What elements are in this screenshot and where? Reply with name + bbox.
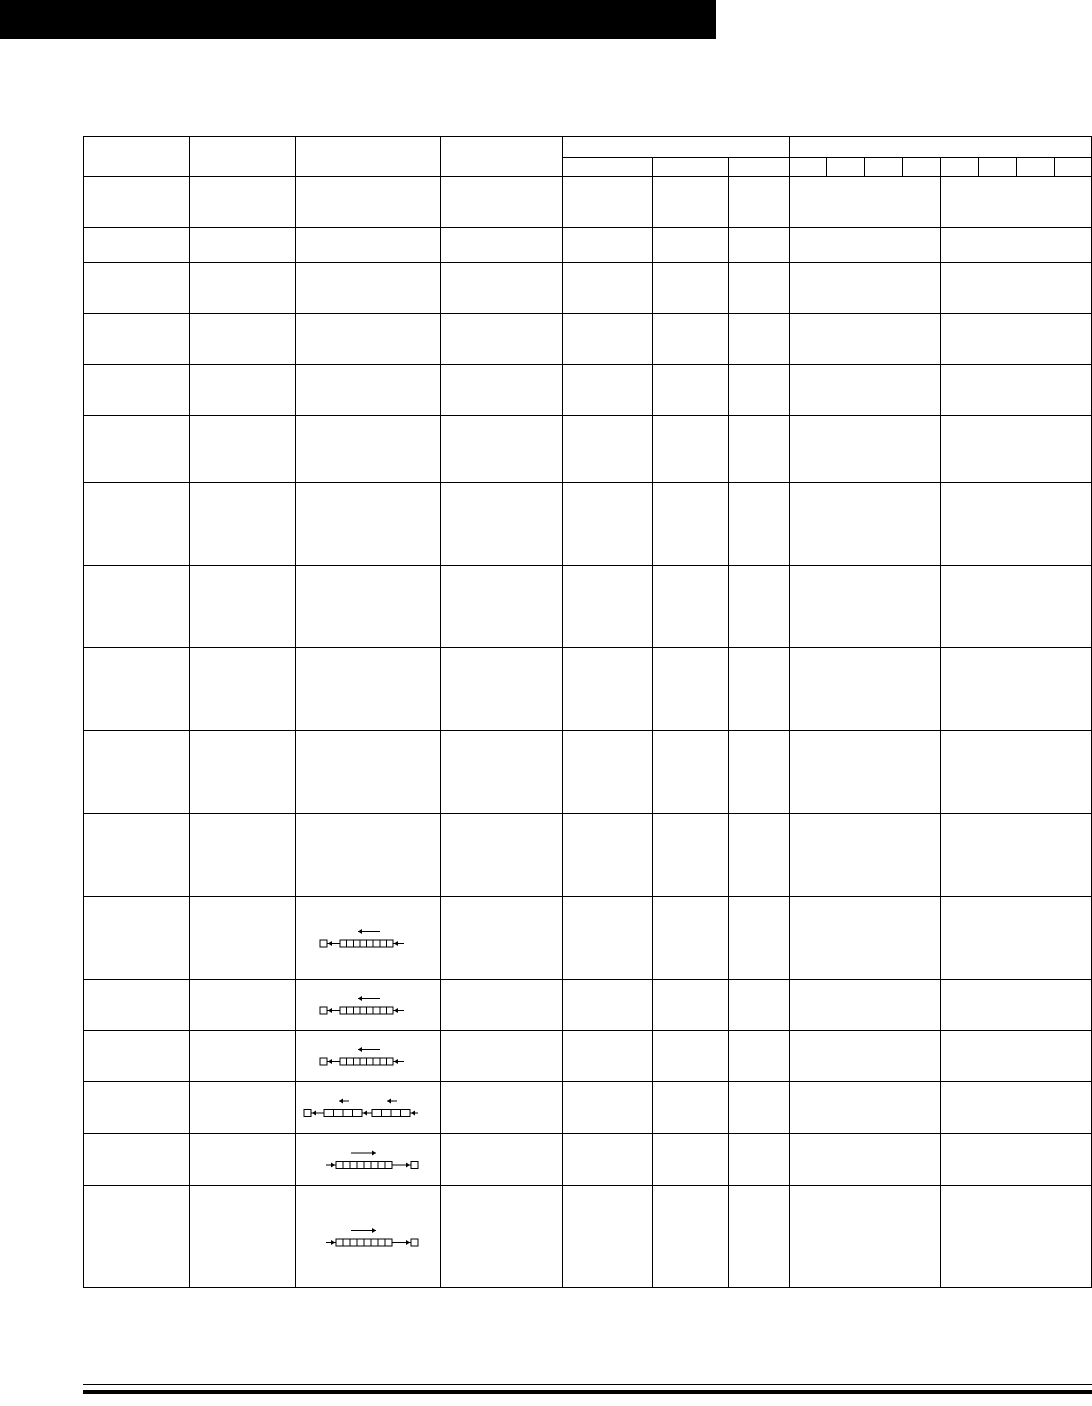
row-13-shift-left-through-carry-diagram-arrowhead [328, 941, 332, 946]
row-13-shift-left-through-carry-diagram-input-arrowhead [394, 941, 398, 946]
row-16-shift-left-chained-register-pair-diagram-input-arrowhead [411, 1111, 415, 1116]
row-15-shift-left-through-carry-diagram-arrowhead [328, 1059, 332, 1064]
row-16-shift-left-chained-register-pair-diagram-direction-arrow-2 [387, 1099, 391, 1104]
row-15-shift-left-through-carry-diagram-direction-arrow [358, 1047, 362, 1052]
footer-rule-thick [83, 1390, 1092, 1394]
row-14-shift-left-through-carry-diagram-arrowhead [328, 1008, 332, 1013]
row-16-shift-left-chained-register-pair-diagram-arrowhead-mid [363, 1111, 367, 1116]
row-15-shift-left-through-carry-diagram-input-arrowhead [394, 1059, 398, 1064]
header-bar [0, 0, 716, 39]
row-18-shift-right-into-carry-diagram-direction-arrow [372, 1228, 376, 1233]
row-14-shift-left-through-carry-diagram-carry-box [320, 1007, 327, 1014]
row-18-shift-right-into-carry-diagram-carry-box [411, 1239, 418, 1246]
row-16-shift-left-chained-register-pair-diagram-carry-box [304, 1110, 311, 1117]
row-16-shift-left-chained-register-pair-diagram-arrowhead-carry [312, 1111, 316, 1116]
row-13-shift-left-through-carry-diagram-direction-arrow [358, 929, 362, 934]
row-18-shift-right-into-carry-diagram-arrowhead [406, 1240, 410, 1245]
row-13-shift-left-through-carry-diagram-carry-box [320, 940, 327, 947]
table-grid-lines [83, 136, 1092, 1288]
shift-diagrams [304, 929, 418, 1246]
row-17-shift-right-into-carry-diagram-input-arrowhead [331, 1163, 335, 1168]
row-17-shift-right-into-carry-diagram-carry-box [411, 1162, 418, 1169]
row-14-shift-left-through-carry-diagram-direction-arrow [358, 996, 362, 1001]
row-14-shift-left-through-carry-diagram-input-arrowhead [394, 1008, 398, 1013]
table-grid [83, 136, 1092, 1288]
row-18-shift-right-into-carry-diagram-input-arrowhead [331, 1240, 335, 1245]
footer-rule-thin [83, 1384, 1092, 1385]
instruction-table [83, 136, 1092, 1288]
row-16-shift-left-chained-register-pair-diagram-direction-arrow-1 [339, 1099, 343, 1104]
row-15-shift-left-through-carry-diagram-carry-box [320, 1058, 327, 1065]
row-17-shift-right-into-carry-diagram-arrowhead [406, 1163, 410, 1168]
row-17-shift-right-into-carry-diagram-direction-arrow [372, 1151, 376, 1156]
